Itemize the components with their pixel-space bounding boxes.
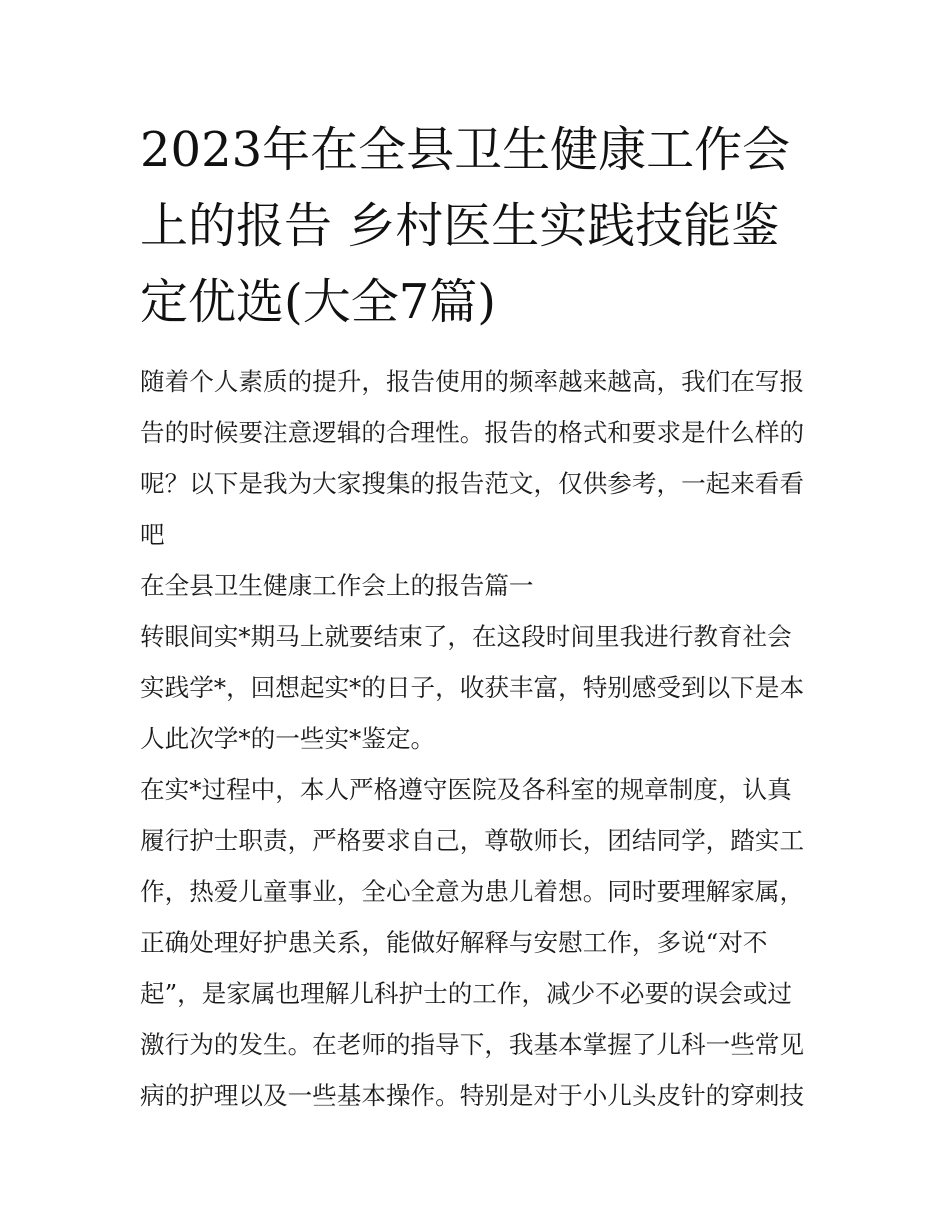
text-line: 转眼间实*期马上就要结束了，在这段时间里我进行教育社会 — [140, 622, 792, 651]
section-heading — [140, 560, 820, 611]
text-line: 告的时候要注意逻辑的合理性。报告的格式和要求是什么样的 — [140, 418, 805, 447]
text-line: 呢？以下是我为大家搜集的报告范文，仅供参考，一起来看看 — [140, 469, 805, 498]
paragraph-2 — [140, 764, 820, 1121]
paragraph-intro — [140, 356, 820, 560]
text-line: 作，热爱儿童事业，全心全意为患儿着想。同时要理解家属， — [140, 877, 805, 906]
text-line: 病的护理以及一些基本操作。特别是对于小儿头皮针的穿刺技 — [140, 1081, 805, 1110]
text-line: 在实*过程中，本人严格遵守医院及各科室的规章制度，认真 — [140, 775, 792, 804]
text-line: 人此次学*的一些实*鉴定。 — [140, 724, 436, 753]
document-body — [140, 356, 820, 1121]
text-line: 履行护士职责，严格要求自己，尊敬师长，团结同学，踏实工 — [140, 826, 805, 855]
title-line-1: 2023年在全县卫生健康工作会 — [140, 122, 791, 178]
text-line: 起”，是家属也理解儿科护士的工作，减少不必要的误会或过 — [140, 979, 793, 1008]
text-line: 激行为的发生。在老师的指导下，我基本掌握了儿科一些常见 — [140, 1030, 805, 1059]
title-line-3: 定优选(大全7篇) — [140, 274, 496, 330]
text-line: 实践学*，回想起实*的日子，收获丰富，特别感受到以下是本 — [140, 673, 805, 702]
title-line-2: 上的报告 乡村医生实践技能鉴 — [140, 198, 780, 254]
paragraph-1 — [140, 611, 820, 764]
text-line: 随着个人素质的提升，报告使用的频率越来越高，我们在写报 — [140, 367, 805, 396]
section-heading-text: 在全县卫生健康工作会上的报告篇一 — [140, 571, 534, 600]
document-title — [140, 112, 820, 340]
text-line: 吧 — [140, 520, 165, 549]
text-line: 正确处理好护患关系，能做好解释与安慰工作，多说“对不 — [140, 928, 768, 957]
